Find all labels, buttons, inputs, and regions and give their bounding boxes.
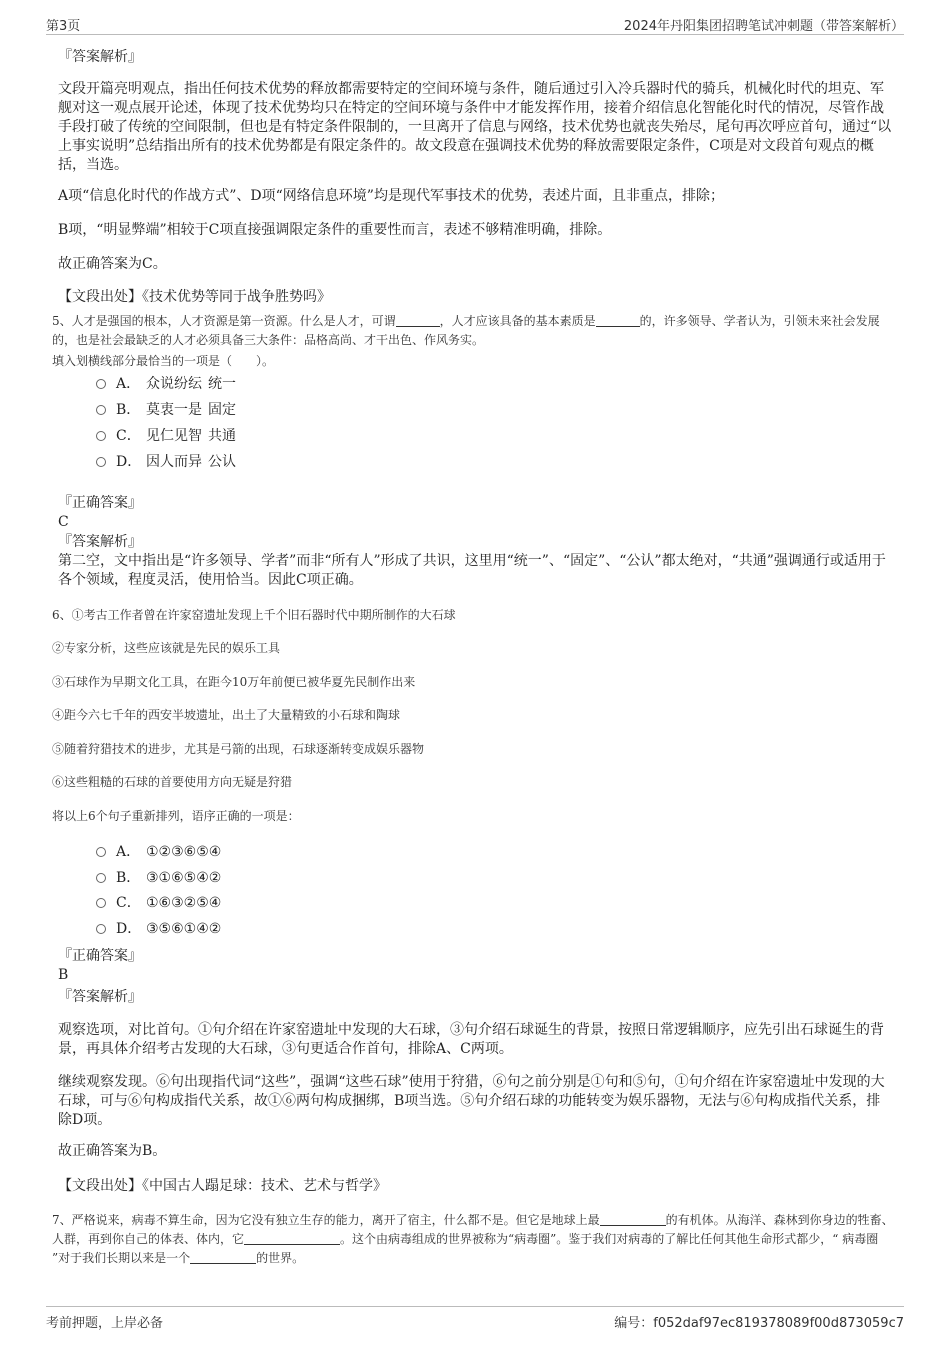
- q6-sentence-2: ②专家分析，这些应该就是先民的娱乐工具: [52, 641, 281, 655]
- q7-stem: 7、严格说来，病毒不算生命，因为它没有独立生存的能力，离开了宿主，什么都不是。但它是地球上最 的有机体。从海洋、森林到你身边的牲畜、人群，再到你自己的体表、体内，它 。这个由病毒组成的世界被称为“病毒圈”。鉴于我们对病毒的了解比任何其他生命形式都少，“ 病毒圈 ”对于我们长期以来是一个 的世界。: [52, 1213, 894, 1265]
- q6-option-c[interactable]: C． ①⑥③②⑤④: [96, 893, 221, 913]
- blank-line: [596, 312, 640, 327]
- blank-line: [396, 312, 440, 327]
- q6-sentence-4: ④距今六七千年的西安半坡遗址，出土了大量精致的小石球和陶球: [52, 708, 401, 722]
- radio-icon[interactable]: [96, 847, 106, 857]
- q4-analysis-p4: 故正确答案为C。: [58, 256, 167, 272]
- q5-answer-title: 『正确答案』: [58, 495, 142, 511]
- radio-icon[interactable]: [96, 898, 106, 908]
- q6-sentence-5: ⑤随着狩猎技术的进步，尤其是弓箭的出现，石球逐渐转变成娱乐器物: [52, 742, 425, 756]
- q5-analysis: 第二空，文中指出是“许多领导、学者”而非“所有人”形成了共识，这里用“统一”、“固定”、“公认”都太绝对，“共通”强调通行或适用于各个领域，程度灵活，使用恰当。因此C项正确。: [58, 553, 886, 588]
- q4-analysis-p2: A项“信息化时代的作战方式”、D项“网络信息环境”均是现代军事技术的优势，表述片面，且非重点，排除；: [58, 188, 724, 204]
- page-footer: [46, 1306, 904, 1329]
- q6-ask: 将以上6个句子重新排列，语序正确的一项是：: [52, 809, 300, 823]
- q4-analysis-p1: 文段开篇亮明观点，指出任何技术优势的释放都需要特定的空间环境与条件，随后通过引入冷兵器时代的骑兵，机械化时代的坦克、军舰对这一观点展开论述，体现了技术优势均只在特定的空间环境与条件中才能发挥作用，接着介绍信息化智能化时代的情况，尽管作战手段打破了传统的空间限制，但也是有特定条件限制的，一旦离开了信息与网络，技术优势也就丧失殆尽，尾句再次呼应首句，通过“以上事实说明”总结指出所有的技术优势都是有限定条件的。故文段意在强调技术优势的释放需要限定条件，C项是对文段首句观点的概括，当选。: [58, 81, 892, 173]
- radio-icon[interactable]: [96, 457, 106, 467]
- q6-sentence-3: ③石球作为早期文化工具，在距今10万年前便已被华夏先民制作出来: [52, 675, 416, 689]
- blank-line: [190, 1249, 256, 1264]
- q5-answer: C: [58, 514, 69, 530]
- q6-option-b[interactable]: B． ③①⑥⑤④②: [96, 868, 221, 888]
- q5-option-d[interactable]: D． 因人而异 公认: [96, 452, 236, 472]
- q5-ask: 填入划横线部分最恰当的一项是（ ）。: [52, 354, 275, 368]
- q5-option-b[interactable]: B． 莫衷一是 固定: [96, 400, 236, 420]
- blank-line: [244, 1230, 340, 1245]
- radio-icon[interactable]: [96, 405, 106, 415]
- q4-analysis-title: 『答案解析』: [58, 49, 142, 65]
- q6-analysis-title: 『答案解析』: [58, 989, 142, 1005]
- q6-analysis-p2: 继续观察发现。⑥句出现指代词“这些”，强调“这些石球”使用于狩猎，⑥句之前分别是①句和⑤句，①句介绍在许家窑遗址中发现的大石球，可与⑥句构成指代关系，故①⑥两句构成捆绑，B项当选。⑤句介绍石球的功能转变为娱乐器物，无法与⑥句构成指代关系，排除D项。: [58, 1074, 885, 1128]
- document-title: 2024年丹阳集团招聘笔试冲刺题（带答案解析）: [623, 19, 904, 34]
- q6-sentence-1: 6、①考古工作者曾在许家窑遗址发现上千个旧石器时代中期所制作的大石球: [52, 608, 456, 622]
- q6-analysis-p3: 故正确答案为B。: [58, 1143, 167, 1159]
- q5-stem: 5、人才是强国的根本，人才资源是第一资源。什么是人才，可谓 ，人才应该具备的基本素质是 的，许多领导、学者认为，引领未来社会发展的，也是社会最缺乏的人才必须具备三大条件：品格高尚、才干出色、作风务实。: [52, 314, 880, 347]
- q5-option-a[interactable]: A． 众说纷纭 统一: [96, 374, 236, 394]
- page-number: 第3页: [46, 19, 81, 34]
- q6-answer: B: [58, 967, 69, 983]
- radio-icon[interactable]: [96, 431, 106, 441]
- q5-option-c[interactable]: C． 见仁见智 共通: [96, 426, 236, 446]
- q6-option-d[interactable]: D． ③⑤⑥①④②: [96, 919, 221, 939]
- page-header: [46, 14, 904, 35]
- q6-source: 【文段出处】《中国古人蹋足球：技术、艺术与哲学》: [58, 1178, 387, 1194]
- q4-analysis-p3: B项，“明显弊端”相较于C项直接强调限定条件的重要性而言，表述不够精准明确，排除。: [58, 222, 612, 238]
- q6-analysis-p1: 观察选项，对比首句。①句介绍在许家窑遗址中发现的大石球，③句介绍石球诞生的背景，按照日常逻辑顺序，应先引出石球诞生的背景，再具体介绍考古发现的大石球，③句更适合作首句，排除A、C两项。: [58, 1022, 884, 1057]
- blank-line: [600, 1211, 666, 1226]
- q6-sentence-6: ⑥这些粗糙的石球的首要使用方向无疑是狩猎: [52, 775, 293, 789]
- radio-icon[interactable]: [96, 379, 106, 389]
- q6-option-a[interactable]: A． ①②③⑥⑤④: [96, 842, 221, 862]
- document-code: 编号：f052daf97ec819378089f00d873059c7: [614, 1316, 904, 1331]
- radio-icon[interactable]: [96, 873, 106, 883]
- q6-answer-title: 『正确答案』: [58, 948, 142, 964]
- q4-source: 【文段出处】《技术优势等同于战争胜势吗》: [58, 289, 331, 305]
- q5-analysis-title: 『答案解析』: [58, 534, 142, 550]
- radio-icon[interactable]: [96, 924, 106, 934]
- footer-slogan: 考前押题，上岸必备: [46, 1316, 164, 1331]
